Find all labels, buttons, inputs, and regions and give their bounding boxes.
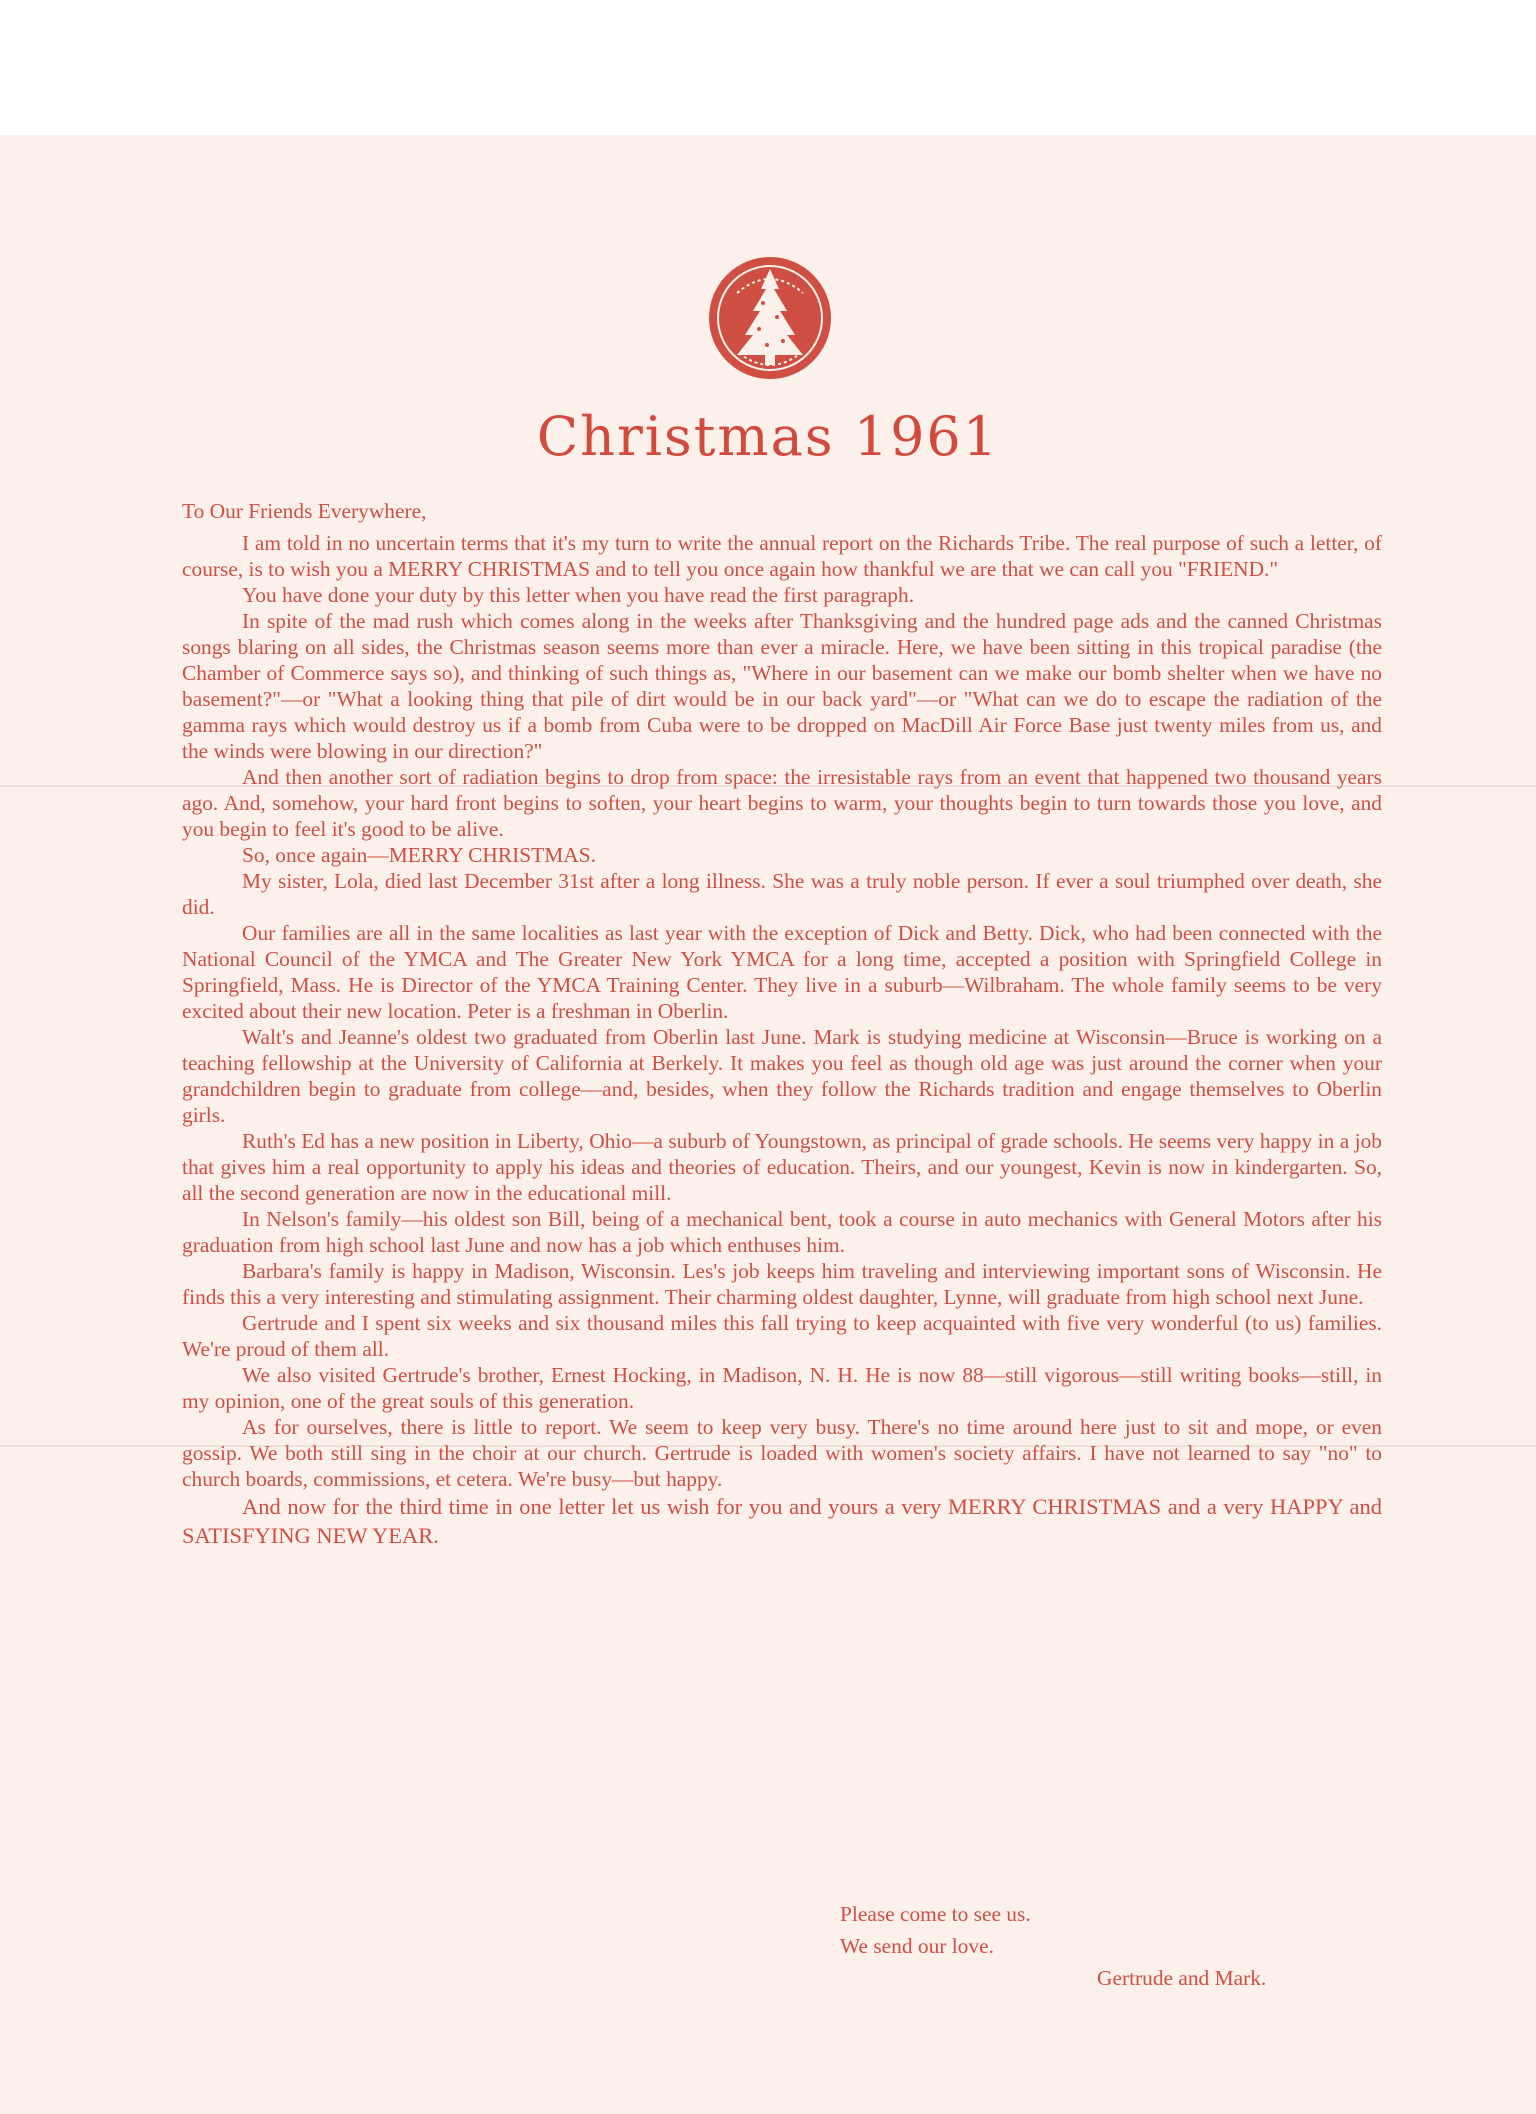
- paragraph: Walt's and Jeanne's oldest two graduated from Oberlin last June. Mark is studying medicine at Wisconsin—Bruce is working on a teaching fellowship at the University of California at Berkely. It makes you feel as though old age was just around the corner when your grandchildren begin to graduate from college—and, besides, when they follow the Richards tradition and engage themselves to Oberlin girls.: [182, 1025, 1382, 1127]
- paragraph: My sister, Lola, died last December 31st after a long illness. She was a truly noble person. If ever a soul triumphed over death, she did.: [182, 869, 1382, 919]
- christmas-tree-seal-icon: [707, 255, 833, 381]
- paragraph: Gertrude and I spent six weeks and six thousand miles this fall trying to keep acquainted with five very wonderful (to us) families. We're proud of them all.: [182, 1311, 1382, 1361]
- letter-body: [182, 498, 1382, 1550]
- signature: Gertrude and Mark.: [1097, 1966, 1267, 1990]
- paragraph: I am told in no uncertain terms that it's my turn to write the annual report on the Richards Tribe. The real purpose of such a letter, of course, is to wish you a MERRY CHRISTMAS and to tell you once again how thankful we are that we can call you "FRIEND.": [182, 531, 1382, 581]
- paragraph: Barbara's family is happy in Madison, Wisconsin. Les's job keeps him traveling and interviewing important sons of Wisconsin. He finds this a very interesting and stimulating assignment. Their charming oldest daughter, Lynne, will graduate from high school next June.: [182, 1259, 1382, 1309]
- paragraph: You have done your duty by this letter when you have read the first paragraph.: [242, 583, 915, 607]
- paragraph: In Nelson's family—his oldest son Bill, being of a mechanical bent, took a course in auto mechanics with General Motors after his graduation from high school last June and now has a job which enthuses him.: [182, 1207, 1382, 1257]
- closing-line: Please come to see us.: [840, 1902, 1031, 1926]
- paragraph: Ruth's Ed has a new position in Liberty, Ohio—a suburb of Youngstown, as principal of grade schools. He seems very happy in a job that gives him a real opportunity to apply his ideas and theories of education. Theirs, and our youngest, Kevin is now in kindergarten. So, all the second generation are now in the educational mill.: [182, 1129, 1382, 1205]
- paragraph: So, once again—MERRY CHRISTMAS.: [242, 843, 596, 867]
- closing-line: We send our love.: [840, 1934, 994, 1958]
- greeting: To Our Friends Everywhere,: [182, 499, 427, 523]
- paragraph: We also visited Gertrude's brother, Ernest Hocking, in Madison, N. H. He is now 88—still vigorous—still writing books—still, in my opinion, one of the great souls of this generation.: [182, 1363, 1382, 1413]
- paragraph: In spite of the mad rush which comes along in the weeks after Thanksgiving and the hundred page ads and the canned Christmas songs blaring on all sides, the Christmas season seems more than ever a miracle. Here, we have been sitting in this tropical paradise (the Chamber of Commerce says so), and thinking of such things as, "Where in our basement can we make our bomb shelter when we have no basement?"—or "What a looking thing that pile of dirt would be in our back yard"—or "What can we do to escape the radiation of the gamma rays which would destroy us if a bomb from Cuba were to be dropped on MacDill Air Force Base just twenty miles from us, and the winds were blowing in our direction?": [182, 609, 1382, 763]
- paragraph: And then another sort of radiation begins to drop from space: the irresistable rays from an event that happened two thousand years ago. And, somehow, your hard front begins to soften, your heart begins to warm, your thoughts begin to turn towards those you love, and you begin to feel it's good to be alive.: [182, 765, 1382, 841]
- paragraph: As for ourselves, there is little to report. We seem to keep very busy. There's no time around here just to sit and mope, or even gossip. We both still sing in the choir at our church. Gertrude is loaded with women's society affairs. I have not learned to say "no" to church boards, commissions, et cetera. We're busy—but happy.: [182, 1415, 1382, 1491]
- letter-title: Christmas 1961: [536, 405, 1000, 468]
- paragraph: And now for the third time in one letter let us wish for you and yours a very MERRY CHRISTMAS and a very HAPPY and SATISFYING NEW YEAR.: [182, 1494, 1382, 1548]
- closing: [840, 1898, 1031, 1962]
- paragraph: Our families are all in the same localities as last year with the exception of Dick and Betty. Dick, who had been connected with the National Council of the YMCA and The Greater New York YMCA for a long time, accepted a position with Springfield College in Springfield, Mass. He is Director of the YMCA Training Center. They live in a suburb—Wilbraham. The whole family seems to be very excited about their new location. Peter is a freshman in Oberlin.: [182, 921, 1382, 1023]
